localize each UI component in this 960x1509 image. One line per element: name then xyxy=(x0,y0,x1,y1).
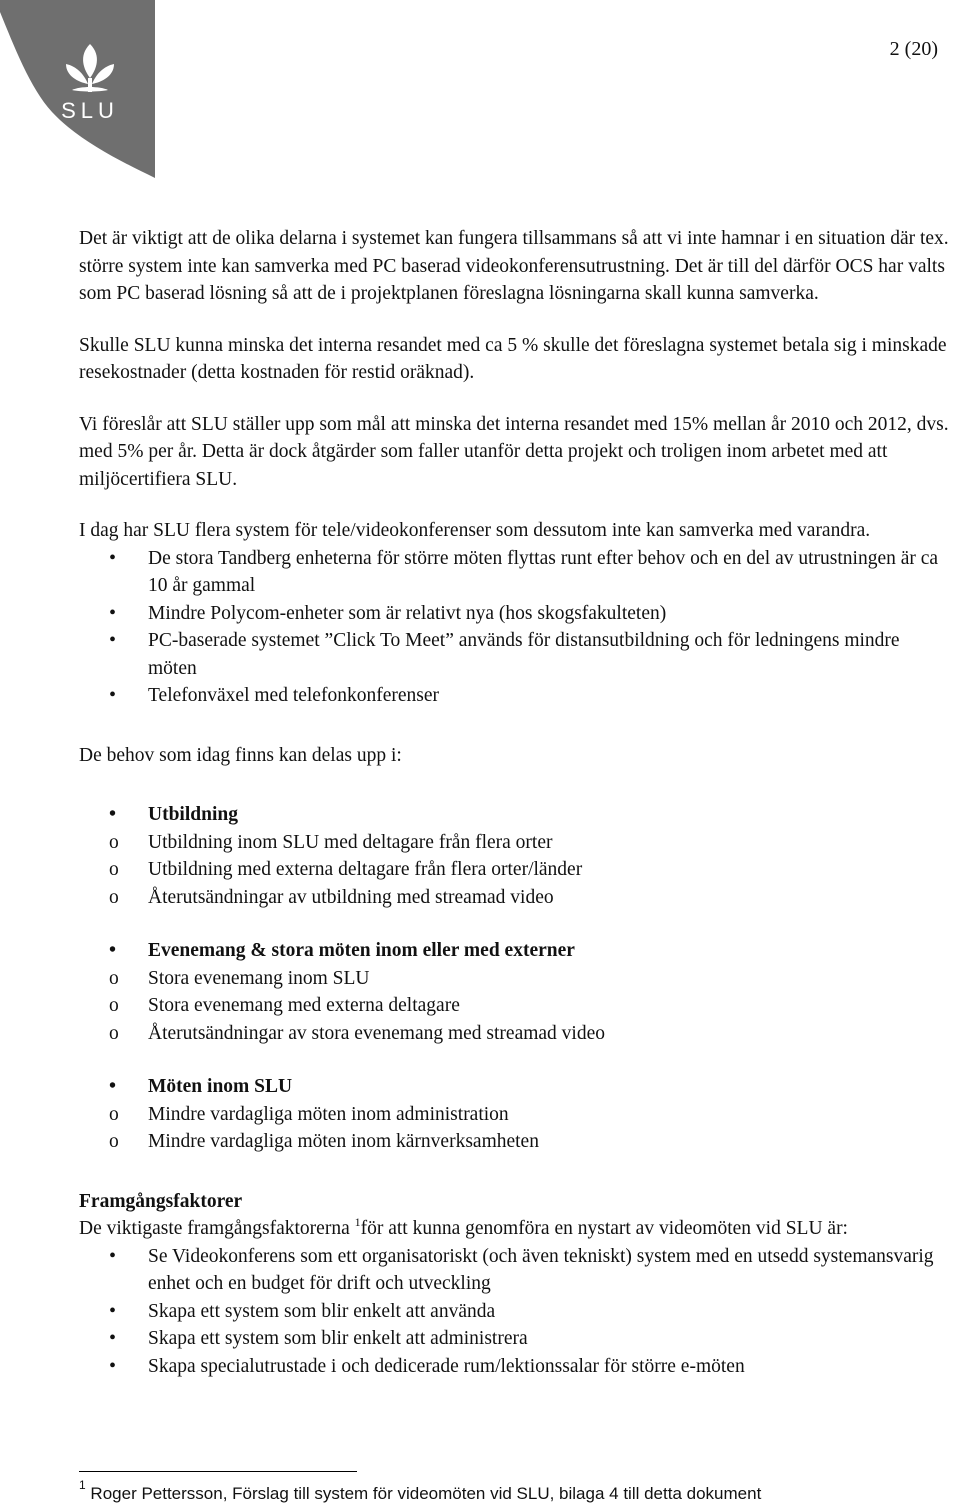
success-intro-text: De viktigaste framgångsfaktorerna xyxy=(79,1218,355,1239)
sub-marker: o xyxy=(109,1103,119,1125)
needs-sublist-1 xyxy=(79,829,949,912)
list-item: • Skapa specialutrustade i och dedicerade rum/lektionssalar för större e-möten xyxy=(79,1353,949,1381)
paragraph-2: Skulle SLU kunna minska det interna resandet med ca 5 % skulle det föreslagna systemet betala sig i minskade resekostnader (detta kostnaden för restid oräknad). xyxy=(79,334,947,383)
success-intro xyxy=(79,1215,949,1243)
needs-group-3 xyxy=(79,1073,949,1101)
list-item-text: Stora evenemang inom SLU xyxy=(148,967,370,989)
needs-title: • Utbildning xyxy=(79,801,949,829)
list-item-text: Mindre vardagliga möten inom administration xyxy=(148,1103,509,1125)
list-item xyxy=(79,829,949,857)
sub-marker: o xyxy=(109,1131,119,1152)
list-item-text: Stora evenemang med externa deltagare xyxy=(148,995,460,1016)
paragraph-1: Det är viktigt att de olika delarna i systemet kan fungera tillsammans så att vi inte hamnar i en situation där tex. större system inte kan samverka med PC baserad videokonferensutrustning. Det är till del därför OCS har valts som PC baserad lösning så att de i projektplanen föreslagna lösningarna skall kunna samverka. xyxy=(79,228,949,304)
page-number: 2 (20) xyxy=(889,38,938,60)
list-item-text: Utbildning med externa deltagare från flera orter/länder xyxy=(148,859,583,880)
sub-marker: o xyxy=(109,831,119,853)
list-item: • Se Videokonferens som ett organisatoriskt (och även tekniskt) system med en utsedd systemansvarig enhet och en budget för drift och utveckling xyxy=(79,1243,949,1298)
slu-logo xyxy=(0,0,160,180)
list-item-text: Mindre vardagliga möten inom kärnverksamheten xyxy=(148,1131,539,1152)
footnote xyxy=(79,1478,762,1504)
list-item: • Mindre Polycom-enheter som är relativt nya (hos skogsfakulteten) xyxy=(79,600,949,628)
needs-group-1 xyxy=(79,801,949,829)
footnote-number: 1 xyxy=(79,1478,86,1492)
sub-marker: o xyxy=(109,859,119,880)
list-item xyxy=(79,856,949,884)
slu-logo-shape xyxy=(0,0,160,180)
document-body xyxy=(79,225,949,1380)
list-item xyxy=(79,965,949,993)
list-item xyxy=(79,1101,949,1129)
sub-marker: o xyxy=(109,886,119,908)
success-list xyxy=(79,1243,949,1381)
footnote-text: Roger Pettersson, Förslag till system för videomöten vid SLU, bilaga 4 till detta dokument xyxy=(90,1484,762,1503)
needs-sublist-2 xyxy=(79,965,949,1048)
sub-marker: o xyxy=(109,995,119,1016)
sub-marker: o xyxy=(109,1022,119,1044)
paragraph-4: I dag har SLU flera system för tele/videokonferenser som dessutom inte kan samverka med varandra. xyxy=(79,520,871,541)
footnote-divider xyxy=(79,1471,357,1472)
section-heading: Framgångsfaktorer xyxy=(79,1190,243,1212)
list-item: • Skapa ett system som blir enkelt att använda xyxy=(79,1298,949,1326)
list-item xyxy=(79,992,949,1020)
list-item: • PC-baserade systemet ”Click To Meet” används för distansutbildning och för ledningens mindre möten xyxy=(79,627,949,682)
list-item: • Telefonväxel med telefonkonferenser xyxy=(79,682,949,710)
list-item: • Skapa ett system som blir enkelt att administrera xyxy=(79,1325,949,1353)
sub-marker: o xyxy=(109,967,119,989)
paragraph-3: Vi föreslår att SLU ställer upp som mål att minska det interna resandet med 15% mellan år 2010 och 2012, dvs. med 5% per år. Detta är dock åtgärder som faller utanför detta projekt och troligen inom arbetet med att miljöcertifiera SLU. xyxy=(79,413,949,490)
success-intro-text-end: för att kunna genomföra en nystart av videomöten vid SLU är: xyxy=(360,1218,848,1239)
needs-intro: De behov som idag finns kan delas upp i: xyxy=(79,744,402,766)
list-item-text: Återutsändningar av utbildning med streamad video xyxy=(148,886,554,908)
needs-group-2 xyxy=(79,937,949,965)
list-item xyxy=(79,1020,949,1048)
needs-sublist-3 xyxy=(79,1101,949,1156)
list-item-text: Utbildning inom SLU med deltagare från flera orter xyxy=(148,831,553,853)
logo-text: SLU xyxy=(61,98,119,123)
list-item xyxy=(79,1128,949,1156)
list-item-text: Återutsändningar av stora evenemang med streamad video xyxy=(148,1022,606,1044)
needs-title: • Evenemang & stora möten inom eller med externer xyxy=(79,937,949,965)
list-item xyxy=(79,884,949,912)
systems-list xyxy=(79,545,949,710)
list-item: • De stora Tandberg enheterna för större möten flyttas runt efter behov och en del av utrustningen är ca 10 år gammal xyxy=(79,545,949,600)
footnote-ref[interactable]: 1 xyxy=(354,1215,361,1229)
needs-title: • Möten inom SLU xyxy=(79,1073,949,1101)
